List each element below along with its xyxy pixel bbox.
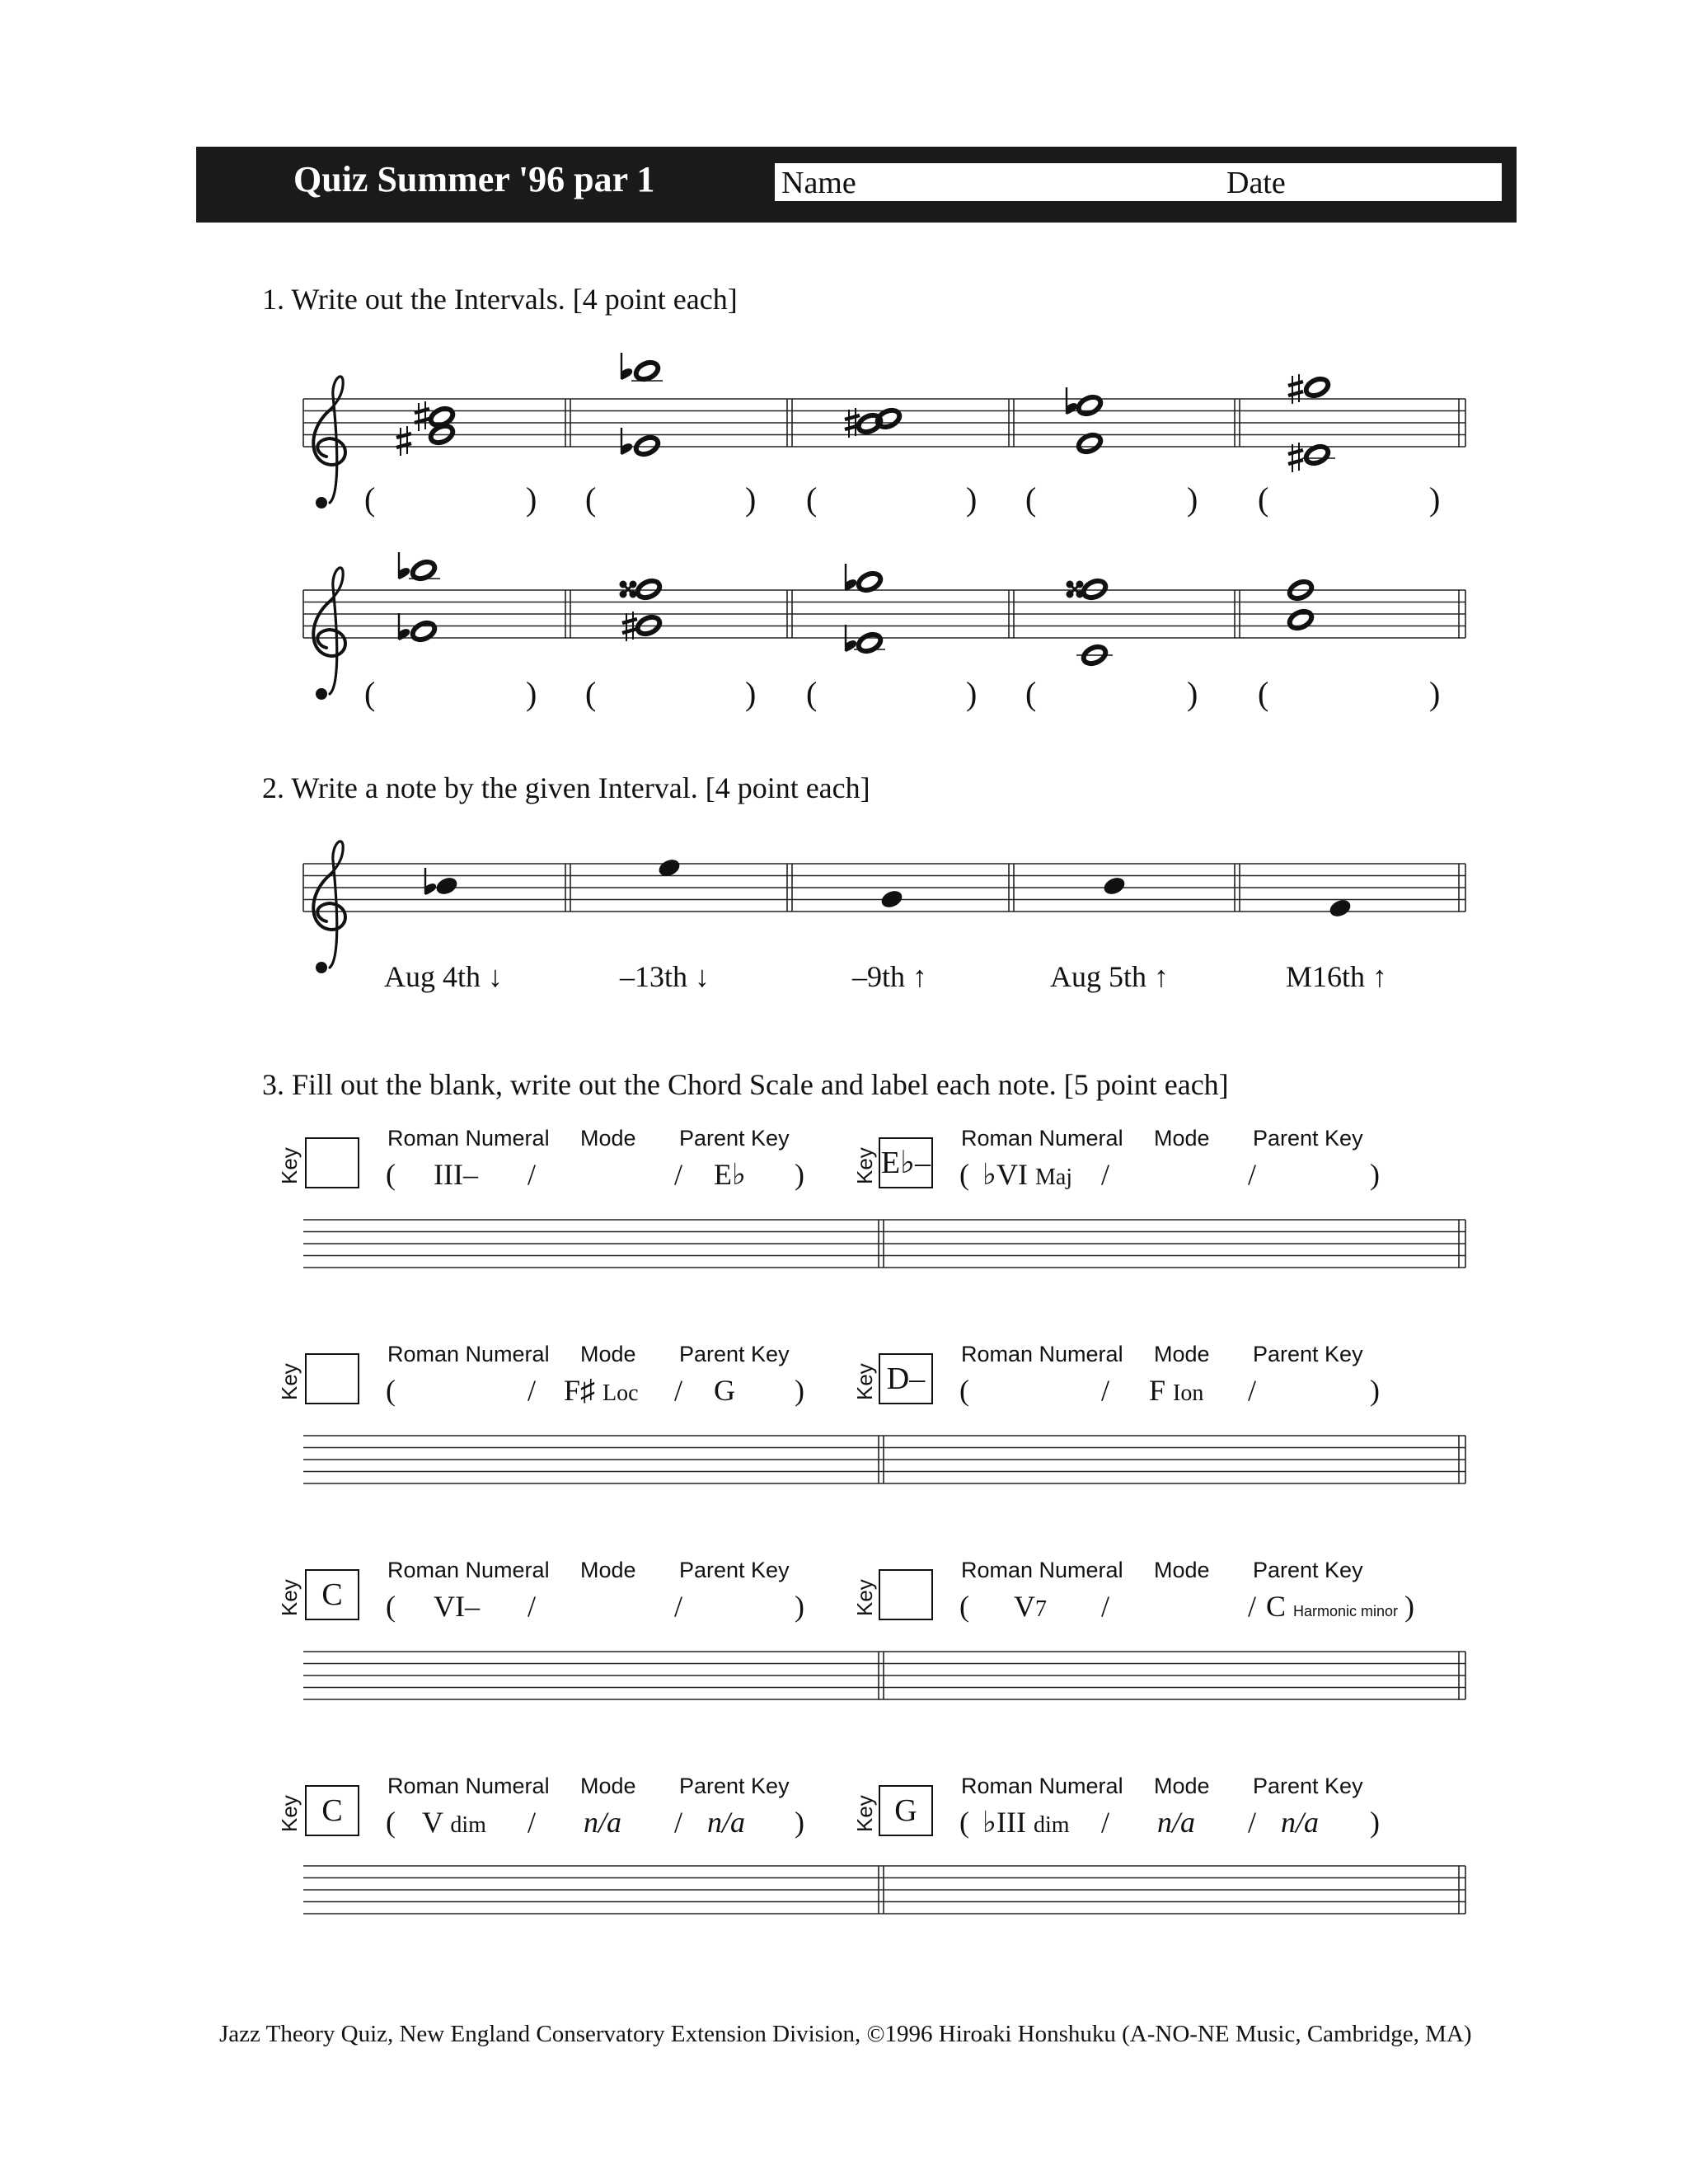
q2-staff — [303, 841, 1465, 973]
q2-heading: 2. Write a note by the given Interval. [4 point each] — [262, 771, 870, 804]
q2-label-4: Aug 5th ↑ — [1050, 960, 1169, 993]
footer-copyright: Jazz Theory Quiz, New England Conservatory Extension Division, ©1996 Hiroaki Honshuku (A-NO-NE Music, Cambridge, MA) — [219, 2021, 1472, 2047]
parent-key[interactable]: C Harmonic minor — [1266, 1590, 1399, 1623]
key-box[interactable]: D– — [879, 1353, 933, 1404]
date-label: Date — [1226, 166, 1286, 200]
roman-numeral[interactable]: V dim — [422, 1806, 486, 1839]
roman-numeral[interactable]: ♭VI Maj — [982, 1158, 1073, 1191]
parent-key: n/a — [707, 1806, 746, 1839]
roman-numeral[interactable]: V7 — [1014, 1590, 1047, 1623]
q2-label-1: Aug 4th ↓ — [384, 960, 503, 993]
mode: n/a — [1157, 1806, 1196, 1839]
q1-staff-row-1 — [303, 353, 1465, 509]
mode[interactable]: F Ion — [1149, 1374, 1204, 1407]
parent-key[interactable]: G — [714, 1374, 735, 1407]
mode[interactable]: F♯ Loc — [564, 1374, 639, 1407]
key-box[interactable]: G — [879, 1785, 933, 1836]
roman-numeral[interactable]: III– — [434, 1158, 478, 1191]
mode: n/a — [584, 1806, 622, 1839]
key-box[interactable]: C — [305, 1569, 359, 1620]
key-box[interactable]: E♭– — [879, 1137, 933, 1188]
roman-numeral[interactable]: ♭III dim — [982, 1806, 1070, 1839]
quiz-title: Quiz Summer '96 par 1 — [293, 159, 655, 199]
key-box[interactable] — [879, 1569, 933, 1620]
q2-label-3: –9th ↑ — [852, 960, 928, 993]
roman-numeral[interactable]: VI– — [434, 1590, 480, 1623]
parent-key[interactable]: E♭ — [714, 1158, 746, 1191]
key-box[interactable] — [305, 1353, 359, 1404]
q1-heading: 1. Write out the Intervals. [4 point each] — [262, 283, 738, 316]
name-label: Name — [781, 166, 856, 200]
q2-label-2: –13th ↓ — [620, 960, 710, 993]
key-box[interactable]: C — [305, 1785, 359, 1836]
key-box[interactable] — [305, 1137, 359, 1188]
q3-heading: 3. Fill out the blank, write out the Chord Scale and label each note. [5 point each] — [262, 1068, 1229, 1101]
parent-key: n/a — [1281, 1806, 1320, 1839]
q2-label-5: M16th ↑ — [1286, 960, 1388, 993]
q1-staff-row-2 — [303, 552, 1465, 700]
